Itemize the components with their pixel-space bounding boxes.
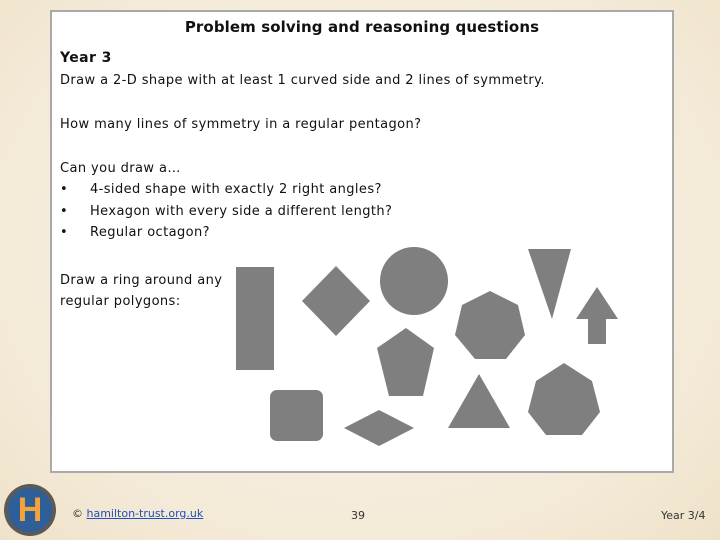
list-item-text: Regular octagon? <box>90 225 210 240</box>
year-heading: Year 3 <box>60 50 112 66</box>
page-number: 39 <box>351 509 365 522</box>
pentagon-shape <box>377 328 434 396</box>
hamilton-logo <box>4 484 56 536</box>
bullet-icon: • <box>60 225 69 240</box>
copyright-notice <box>72 507 203 520</box>
year-tag: Year 3/4 <box>661 509 706 522</box>
rectangle-shape <box>236 267 274 370</box>
list-item-text: 4-sided shape with exactly 2 right angles? <box>90 182 382 197</box>
triangle-shape <box>448 374 510 428</box>
arrow-shape <box>576 287 618 344</box>
heptagon-shape <box>455 291 525 359</box>
logo-letter: H <box>17 491 43 529</box>
question-curved-shape: Draw a 2-D shape with at least 1 curved side and 2 lines of symmetry. <box>60 73 545 88</box>
circle-shape <box>380 247 448 315</box>
rounded-square-shape <box>270 390 323 441</box>
diamond-shape <box>302 266 370 336</box>
down-triangle-shape <box>528 249 571 319</box>
question-regular-polygons: Draw a ring around any regular polygons: <box>60 273 223 309</box>
logo-inner <box>8 488 52 532</box>
bullet-icon: • <box>60 203 69 219</box>
question-pentagon-symmetry: How many lines of symmetry in a regular pentagon? <box>60 117 422 132</box>
rhombus-shape <box>344 410 414 446</box>
copyright-symbol: © <box>72 507 83 520</box>
question-can-you-draw: Can you draw a… <box>60 161 181 176</box>
bullet-icon: • <box>60 182 69 197</box>
website-link[interactable]: hamilton-trust.org.uk <box>86 507 204 520</box>
page-title: Problem solving and reasoning questions <box>184 18 540 36</box>
list-item-text: Hexagon with every side a different length? <box>90 203 393 219</box>
large-heptagon-shape <box>528 363 600 435</box>
